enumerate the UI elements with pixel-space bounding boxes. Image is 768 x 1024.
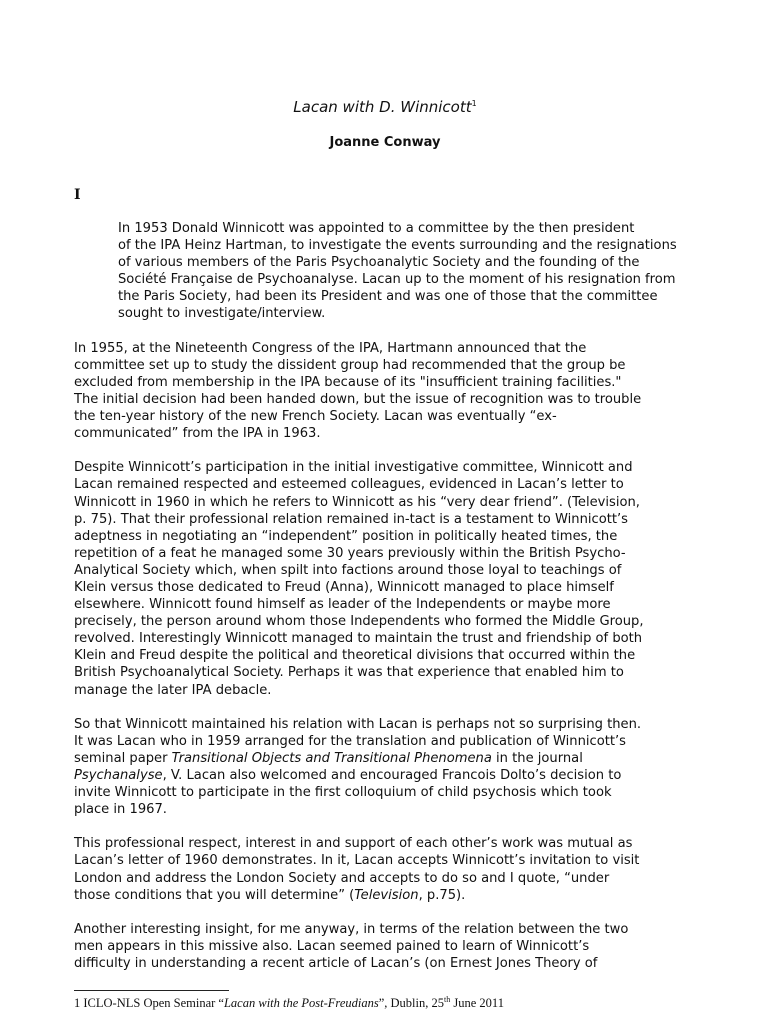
paragraph-1 <box>74 220 696 323</box>
paragraph-line <box>74 750 696 767</box>
paragraph-line: Another interesting insight, for me anyway, in terms of the relation between the two <box>74 921 629 937</box>
paragraph-line: p. 75). That their professional relation remained in-tact is a testament to Winnicott’s <box>74 511 628 527</box>
document-page <box>74 0 696 1024</box>
text-run: ICLO-NLS Open Seminar “ <box>80 996 224 1010</box>
ordinal-suffix: th <box>444 994 451 1004</box>
text-run: those conditions that you will determine” ( <box>74 887 355 903</box>
footnote-cited-title: Lacan with the Post-Freudians <box>223 996 379 1010</box>
paragraph-line <box>74 887 696 904</box>
paragraph-line <box>74 767 696 784</box>
paragraph-line: British Psychoanalytical Society. Perhaps it was that experience that enabled him to <box>74 665 624 681</box>
paragraph-line: place in 1967. <box>74 802 167 818</box>
title-footnote-mark: 1 <box>471 99 477 108</box>
paragraph-line: the Paris Society, had been its President and was one of those that the committee <box>118 289 658 305</box>
paper-title-text: Lacan with D. Winnicott <box>293 98 472 116</box>
footnote <box>74 995 504 1011</box>
paragraph-3 <box>74 459 696 698</box>
paragraph-line: This professional respect, interest in and support of each other’s work was mutual as <box>74 836 633 852</box>
paragraph-line: invite Winnicott to participate in the first colloquium of child psychosis which took <box>74 785 612 801</box>
paragraph-line: communicated” from the IPA in 1963. <box>74 426 321 442</box>
paragraph-line: Société Française de Psychoanalyse. Lacan up to the moment of his resignation from <box>118 272 676 288</box>
paragraph-line: excluded from membership in the IPA because of its "insufficient training facilities." <box>74 374 622 390</box>
paragraph-line: revolved. Interestingly Winnicott managed to maintain the trust and friendship of both <box>74 631 643 647</box>
paragraph-line: In 1953 Donald Winnicott was appointed to a committee by the then president <box>118 221 635 236</box>
paragraph-5 <box>74 835 696 903</box>
paragraph-line: London and address the London Society and accepts to do so and I quote, “under <box>74 870 610 886</box>
paragraph-line: Lacan’s letter of 1960 demonstrates. In it, Lacan accepts Winnicott’s invitation to visit <box>74 853 640 869</box>
paragraph-line: It was Lacan who in 1959 arranged for the translation and publication of Winnicott’s <box>74 733 626 749</box>
body-text <box>74 220 696 989</box>
paragraph-line: difficulty in understanding a recent article of Lacan’s (on Ernest Jones Theory of <box>74 956 598 972</box>
paragraph-4 <box>74 716 696 819</box>
paragraph-line: The initial decision had been handed down, but the issue of recognition was to trouble <box>74 391 642 407</box>
text-run: June 2011 <box>450 996 504 1010</box>
text-run: , p.75). <box>418 887 466 903</box>
paragraph-line: Klein versus those dedicated to Freud (Anna), Winnicott managed to place himself <box>74 579 614 595</box>
paragraph-line: the ten-year history of the new French Society. Lacan was eventually “ex- <box>74 409 557 425</box>
paragraph-line: In 1955, at the Nineteenth Congress of the IPA, Hartmann announced that the <box>74 340 587 356</box>
paragraph-line: manage the later IPA debacle. <box>74 682 272 698</box>
paragraph-line: repetition of a feat he managed some 30 years previously within the British Psycho- <box>74 545 626 561</box>
text-run: in the journal <box>491 750 583 766</box>
paper-title <box>74 97 696 117</box>
paragraph-line: Lacan remained respected and esteemed colleagues, evidenced in Lacan’s letter to <box>74 477 624 493</box>
paragraph-line: of various members of the Paris Psychoanalytic Society and the founding of the <box>118 255 640 271</box>
paragraph-line: Klein and Freud despite the political and theoretical divisions that occurred within the <box>74 648 636 664</box>
paragraph-line: elsewhere. Winnicott found himself as leader of the Independents or maybe more <box>74 597 611 613</box>
paragraph-line: Analytical Society which, when spilt into factions around those loyal to teachings of <box>74 562 622 578</box>
text-run: seminal paper <box>74 750 172 766</box>
author-name: Joanne Conway <box>329 135 441 150</box>
paragraph-line: sought to investigate/interview. <box>118 306 326 322</box>
paragraph-line: precisely, the person around whom those Independents who formed the Middle Group, <box>74 614 644 630</box>
paragraph-line: committee set up to study the dissident group had recommended that the group be <box>74 357 626 373</box>
paragraph-line: adeptness in negotiating an “independent” position in politically heated times, the <box>74 528 618 544</box>
text-run: , V. Lacan also welcomed and encouraged Francois Dolto’s decision to <box>162 768 622 783</box>
section-number: I <box>74 187 81 203</box>
text-run: ”, Dublin, 25 <box>378 996 445 1010</box>
paragraph-line: So that Winnicott maintained his relation with Lacan is perhaps not so surprising then. <box>74 716 642 732</box>
footnote-divider <box>74 990 229 991</box>
paragraph-6 <box>74 921 696 972</box>
paragraph-line: Despite Winnicott’s participation in the initial investigative committee, Winnicott and <box>74 460 633 476</box>
footnote-number: 1 <box>74 996 81 1010</box>
paragraph-line: Winnicott in 1960 in which he refers to Winnicott as his “very dear friend”. (Television, <box>74 494 640 510</box>
paragraph-line: men appears in this missive also. Lacan seemed pained to learn of Winnicott’s <box>74 938 590 954</box>
cited-title: Psychanalyse <box>74 768 163 783</box>
paragraph-2 <box>74 340 696 443</box>
cited-title: Transitional Objects and Transitional Phenomena <box>171 750 492 766</box>
paragraph-line: of the IPA Heinz Hartman, to investigate the events surrounding and the resignations <box>118 238 677 254</box>
cited-title: Television <box>354 887 419 903</box>
